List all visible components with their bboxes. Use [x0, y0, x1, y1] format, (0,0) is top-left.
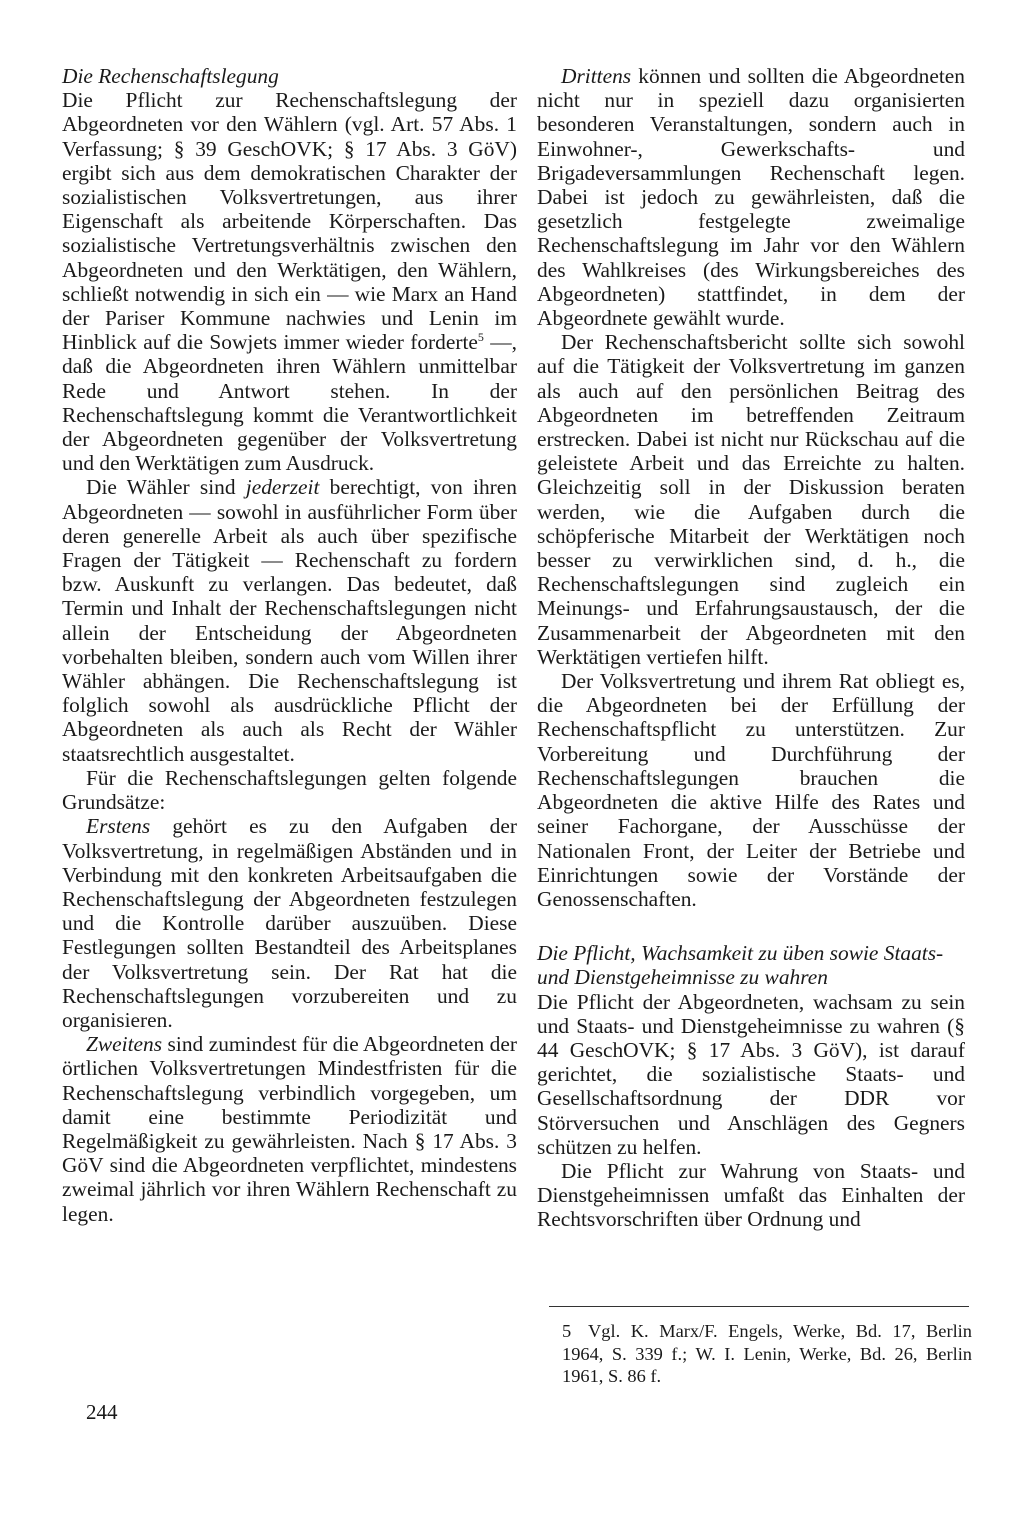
paragraph	[537, 64, 965, 330]
emphasis: Zweitens	[86, 1032, 163, 1057]
section-heading: Die Rechenschaftslegung	[62, 64, 279, 88]
emphasis: jederzeit	[245, 475, 320, 500]
paragraph	[62, 475, 517, 765]
footnote-number: 5	[562, 1321, 572, 1341]
right-column	[537, 64, 965, 1232]
footnote-reference: 5	[477, 330, 484, 345]
paragraph: Die Pflicht der Abgeordneten, wachsam zu sein und Staats- und Dienstgeheimnisse zu wahren (§ 44 GeschOVK; § 17 Abs. 3 GöV), ist darauf gerichtet, die sozialistische Staats- und Gesellschaftsordnung der DDR vor Störversuchen und Anschlägen des Gegners schützen zu helfen.	[537, 989, 965, 1159]
paragraph-text: —, daß die Abgeordneten ihren Wählern unmittelbar Rede und Antwort stehen. In der Rechenschaftslegung kommt die Verantwortlichkeit der Abgeordneten gegenüber der Volksvertretung und den Werktätigen zum Ausdruck.	[62, 330, 517, 476]
paragraph: Die Pflicht zur Wahrung von Staats- und Dienstgeheimnissen umfaßt das Einhalten der Rechtsvorschriften über Ordnung und	[537, 1158, 965, 1232]
paragraph: Für die Rechenschaftslegungen gelten folgende Grundsätze:	[62, 765, 517, 815]
paragraph-text: berechtigt, von ihren Abgeordneten — sowohl in ausführlicher Form über deren generelle Arbeit als auch über spezifische Fragen der Tätigkeit — Rechenschaft zu fordern bzw. Auskunft zu verlangen. Das bedeutet, daß Termin und Inhalt der Rechenschaftslegungen nicht allein der Entscheidung der Abgeordneten vorbehalten bleiben, sondern auch vom Willen ihrer Wähler abhängen. Die Rechenschaftslegung ist folglich sowohl als ausdrückliche Pflicht der Abgeordneten als auch als Recht der Wähler staatsrechtlich ausgestaltet.	[62, 475, 517, 766]
paragraph	[62, 814, 517, 1032]
footnote	[562, 1320, 972, 1388]
paragraph-text: Die Pflicht zur Rechenschaftslegung der Abgeordneten vor den Wählern (vgl. Art. 57 Abs. 1 Verfassung; § 39 GeschOVK; § 17 Abs. 3 GöV) ergibt sich aus dem demokratischen Charakter der sozialistischen Volksvertretungen, aus ihrer Eigenschaft als arbeitende Körperschaften. Das sozialistische Vertretungsverhältnis zwischen den Abgeordneten und den Werktätigen, den Wählern, schließt notwendig in sich ein — wie Marx an Hand der Pariser Kommune nachwies und Lenin im Hinblick auf die Sowjets immer wieder forderte	[62, 88, 517, 355]
section-heading: Die Pflicht, Wachsamkeit zu üben sowie Staats- und Dienstgeheimnisse zu wahren	[537, 941, 944, 990]
footnote-divider	[549, 1306, 969, 1307]
footnote-text: Vgl. K. Marx/F. Engels, Werke, Bd. 17, Berlin 1964, S. 339 f.; W. I. Lenin, Werke, Bd. 26, Berlin 1961, S. 86 f.	[562, 1321, 972, 1386]
paragraph-text: Die Wähler sind	[86, 475, 246, 500]
emphasis: Erstens	[86, 814, 151, 839]
paragraph	[62, 88, 517, 475]
paragraph: Der Rechenschaftsbericht sollte sich sowohl auf die Tätigkeit der Volksvertretung im ganzen als auch auf den persönlichen Beitrag des Abgeordneten im betreffenden Zeitraum erstrecken. Dabei ist nicht nur Rückschau auf die geleistete Arbeit und das Erreichte zu halten. Gleichzeitig soll in der Diskussion beraten werden, wie die Aufgaben durch die schöpferische Mitarbeit der Werktätigen noch besser zu verwirklichen sind, d. h., die Rechenschaftslegungen sind zugleich ein Meinungs- und Erfahrungsaustausch, der die Zusammenarbeit der Abgeordneten mit den Werktätigen vertiefen hilft.	[537, 330, 965, 669]
paragraph-text: können und sollten die Abgeordneten nicht nur in speziell dazu organisierten besonderen Veranstaltungen, sondern auch in Einwohner-, Gewerkschafts- und Brigadeversammlungen Rechenschaft legen. Dabei ist jedoch zu gewährleisten, daß die gesetzlich festgelegte zweimalige Rechenschaftslegung im Jahr vor den Wählern des Wahlkreises (des Wirkungsbereiches des Abgeordneten) stattfindet, in dem der Abgeordnete gewählt wurde.	[537, 64, 965, 331]
paragraph-text: sind zumindest für die Abgeordneten der örtlichen Volksvertretungen Mindestfristen für die Rechenschaftslegung verbindlich vorgegeben, um damit eine bestimmte Periodizität und Regelmäßigkeit zu gewährleisten. Nach § 17 Abs. 3 GöV sind die Abgeordneten verpflichtet, mindestens zweimal jährlich vor ihren Wählern Rechenschaft zu legen.	[62, 1032, 517, 1226]
paragraph: Der Volksvertretung und ihrem Rat obliegt es, die Abgeordneten bei der Erfüllung der Rechenschaftspflicht zu unterstützen. Zur Vorbereitung und Durchführung der Rechenschaftslegungen brauchen die Abgeordneten die aktive Hilfe des Rates und seiner Fachorgane, der Ausschüsse der Nationalen Front, der Leiter der Betriebe und Einrichtungen sowie der Vorstände der Genossenschaften.	[537, 669, 965, 911]
page-number: 244	[86, 1400, 118, 1424]
paragraph	[62, 1032, 517, 1226]
left-column	[62, 64, 517, 1226]
emphasis: Drittens	[561, 64, 632, 88]
paragraph-text: gehört es zu den Aufgaben der Volksvertretung, in regelmäßigen Abständen und in Verbindung mit den konkreten Arbeitsaufgaben die Rechenschaftslegung der Abgeordneten festzulegen und die Kontrolle darüber auszuüben. Diese Festlegungen sollten Bestandteil des Arbeitsplanes der Volksvertretung sein. Der Rat hat die Rechenschaftslegungen vorzubereiten und zu organisieren.	[62, 814, 517, 1032]
